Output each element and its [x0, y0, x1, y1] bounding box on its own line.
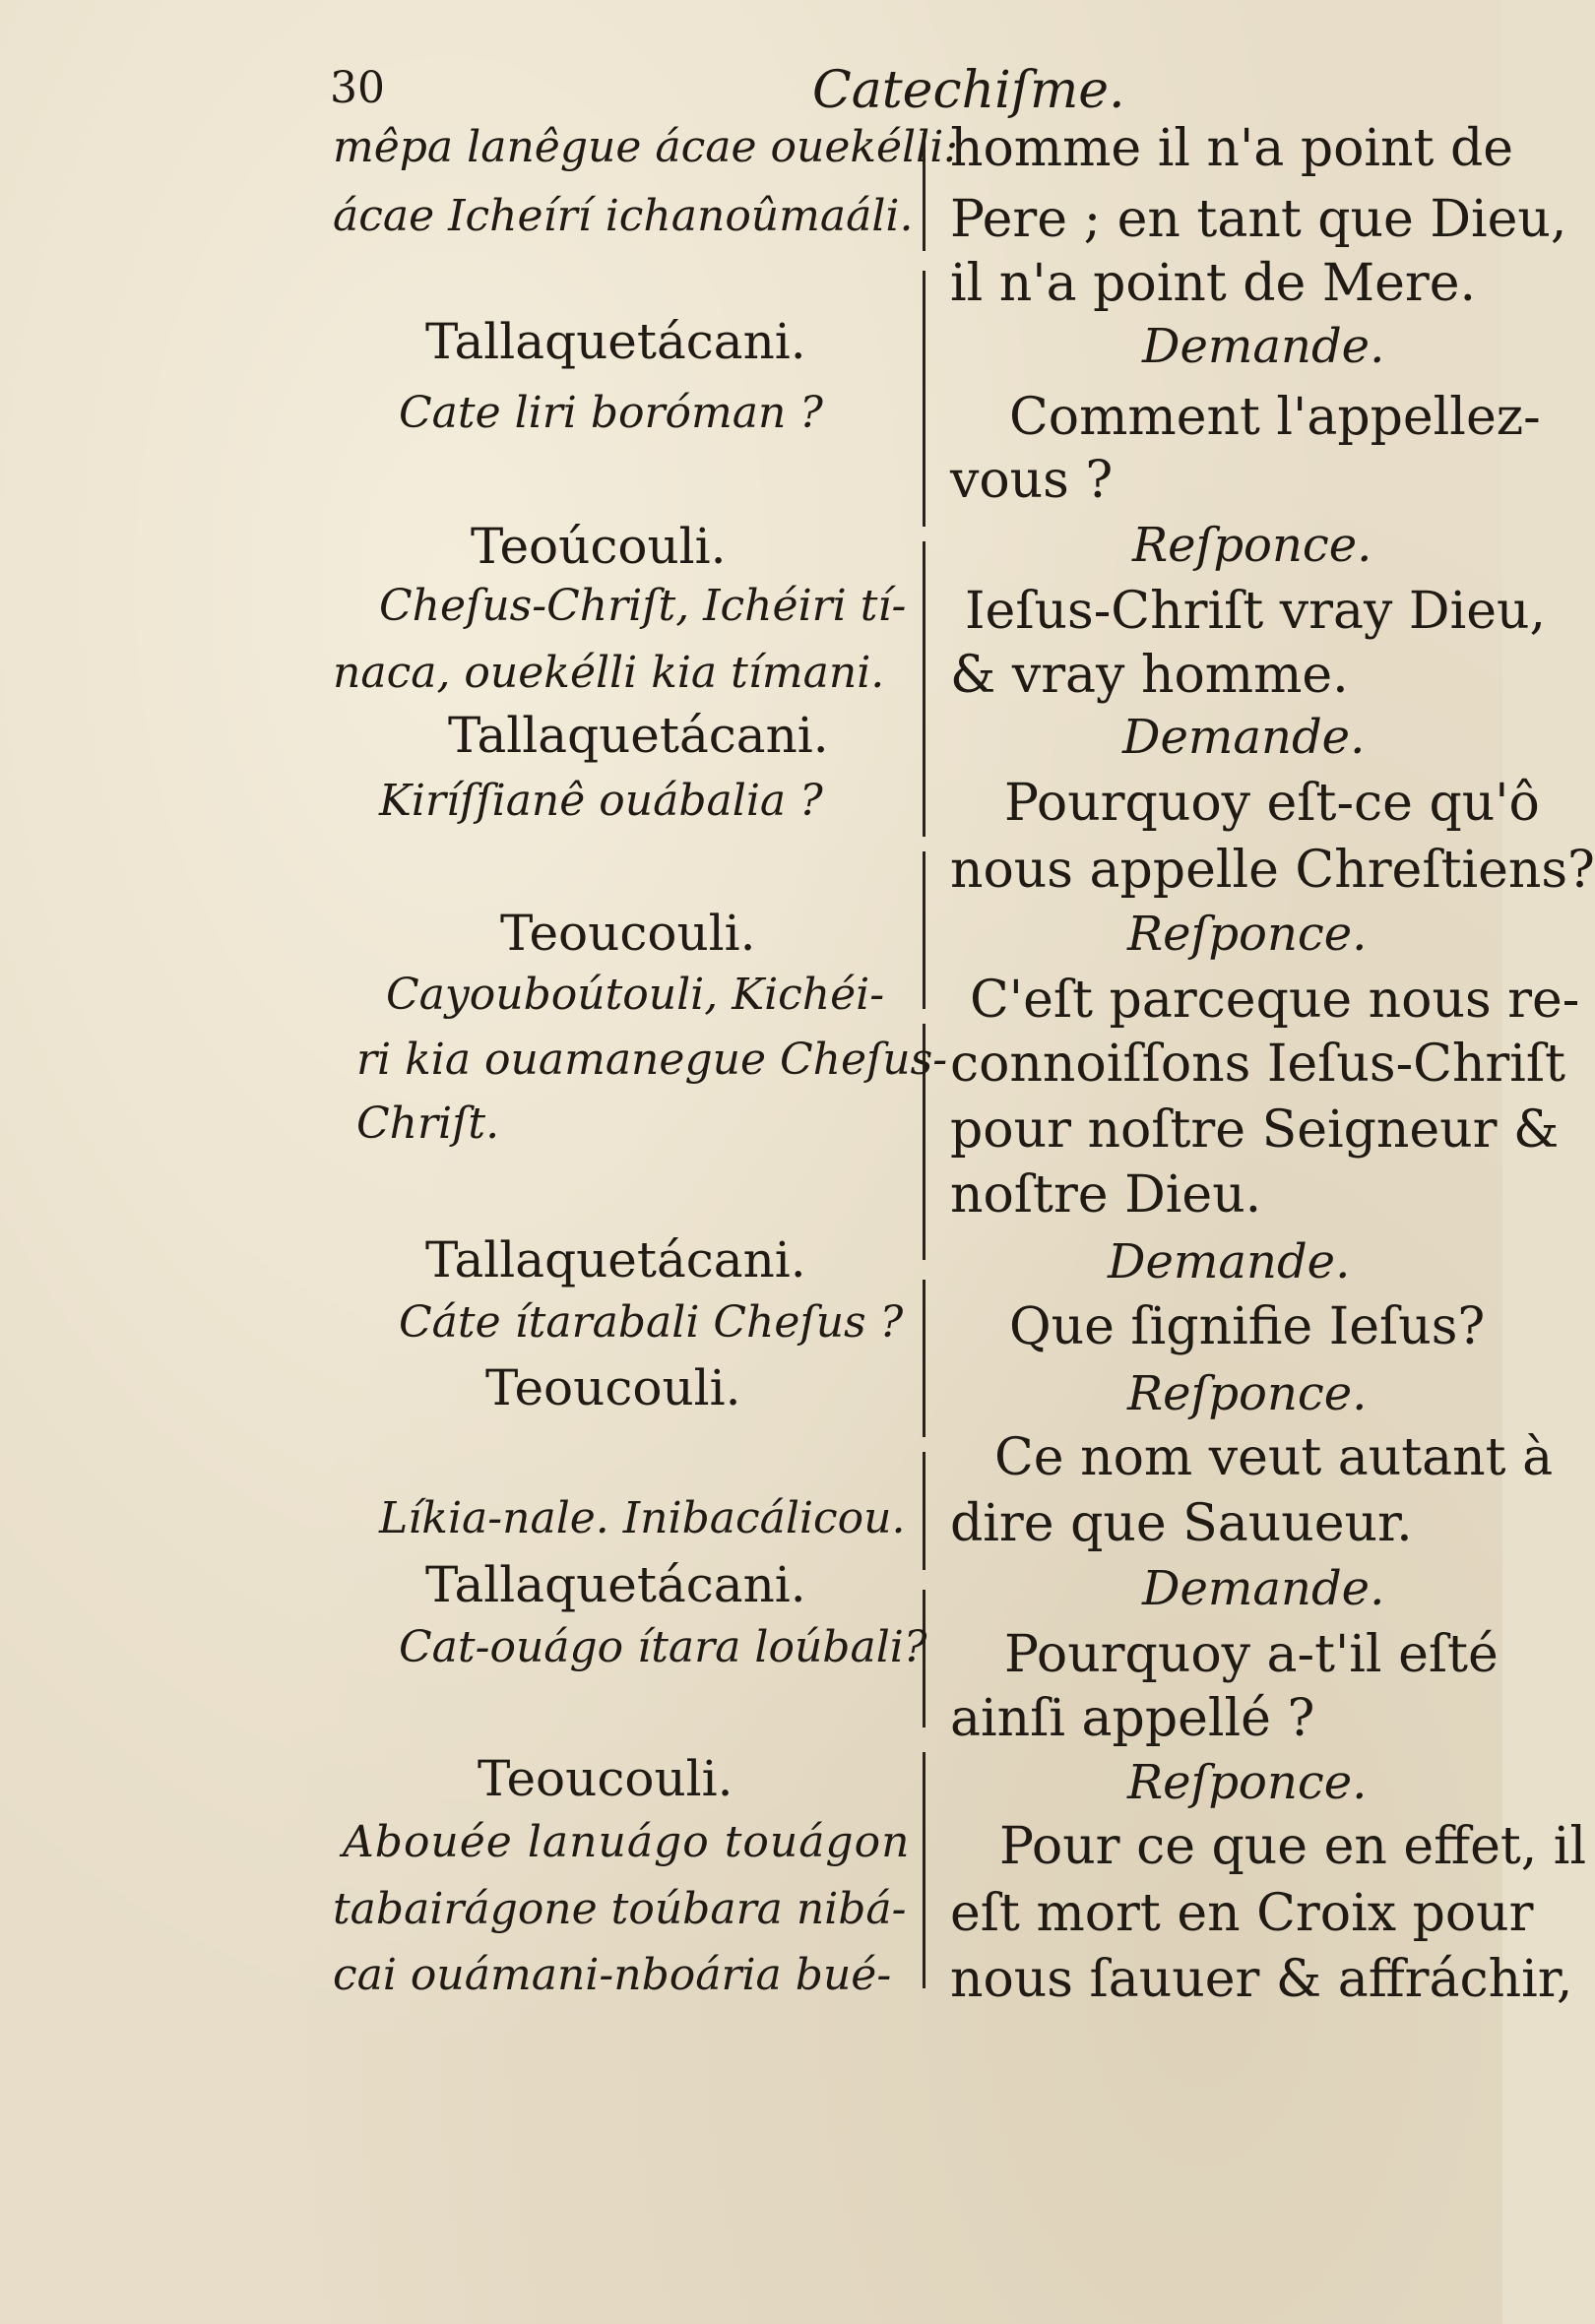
left-question-line: Kiríſſianê ouábalia ?: [379, 776, 823, 826]
column-divider: [923, 541, 925, 837]
column-divider: [923, 1280, 925, 1437]
answer-label-french: Reſponce.: [1127, 907, 1368, 962]
answer-label-carib: Teoucouli.: [485, 1359, 741, 1416]
right-question-line: vous ?: [950, 451, 1114, 510]
right-question-line: Que ſignifie Ieſus?: [1009, 1297, 1486, 1356]
left-answer-line: tabairágone toúbara nibá-: [333, 1884, 907, 1934]
left-intro-line: ácae Icheírí ichanoûmaáli.: [333, 191, 914, 241]
page-number: 30: [330, 63, 385, 113]
question-label-carib: Tallaquetácani.: [425, 1231, 806, 1288]
left-question-line: Cáte ítarabali Cheſus ?: [399, 1297, 904, 1348]
right-answer-line: pour noſtre Seigneur &: [950, 1100, 1560, 1160]
right-answer-line: Ieſus-Chriſt vray Dieu,: [965, 582, 1547, 641]
question-label-carib: Tallaquetácani.: [425, 1556, 806, 1613]
answer-label-carib: Teoucouli.: [500, 905, 756, 962]
right-answer-line: & vray homme.: [950, 646, 1349, 705]
left-intro-line: mêpa lanêgue ácae ouekélli:: [333, 122, 959, 172]
left-answer-line: Líkia-nale. Inibacálicou.: [379, 1493, 906, 1543]
right-answer-line: C'eſt parceque nous re-: [970, 971, 1580, 1030]
right-answer-line: Ce nom veut autant à: [994, 1428, 1554, 1487]
left-answer-line: ri kia ouamanegue Cheſus-: [356, 1035, 948, 1085]
answer-label-carib: Teoúcouli.: [471, 518, 727, 575]
right-answer-line: connoiſſons Ieſus-Chriſt: [950, 1035, 1566, 1094]
answer-label-french: Reſponce.: [1132, 518, 1372, 573]
answer-label-french: Reſponce.: [1127, 1755, 1368, 1810]
right-intro-line: il n'a point de Mere.: [950, 254, 1477, 313]
question-label-french: Demande.: [1122, 710, 1366, 765]
question-label-french: Demande.: [1142, 1561, 1385, 1616]
answer-label-french: Reſponce.: [1127, 1366, 1368, 1421]
left-answer-line: naca, ouekélli kia tímani.: [333, 648, 885, 698]
question-label-french: Demande.: [1108, 1234, 1351, 1289]
column-divider: [923, 1752, 925, 1988]
right-question-line: Comment l'appellez-: [1009, 388, 1541, 447]
right-intro-line: homme il n'a point de: [950, 119, 1514, 178]
right-question-line: ainſi appellé ?: [950, 1689, 1315, 1748]
running-head: Catechiſme.: [812, 61, 1125, 120]
question-label-french: Demande.: [1142, 319, 1385, 374]
right-question-line: Pourquoy a-t'il eſté: [1004, 1625, 1499, 1684]
right-answer-line: dire que Sauueur.: [950, 1494, 1413, 1553]
right-intro-line: Pere ; en tant que Dieu,: [950, 190, 1567, 249]
left-answer-line: Cayouboútouli, Kichéi-: [386, 970, 885, 1020]
left-answer-line: cai ouámani-nboária bué-: [333, 1950, 892, 2000]
column-divider: [923, 271, 925, 527]
right-answer-line: eſt mort en Croix pour: [950, 1884, 1534, 1943]
right-answer-line: Pour ce que en effet, il: [999, 1817, 1587, 1876]
right-answer-line: noſtre Dieu.: [950, 1165, 1262, 1225]
question-label-carib: Tallaquetácani.: [448, 707, 829, 764]
column-divider: [923, 1452, 925, 1570]
column-divider: [923, 851, 925, 1009]
right-question-line: nous appelle Chreſtiens?: [950, 841, 1595, 900]
left-answer-line: Cheſus-Chriſt, Ichéiri tí-: [379, 581, 907, 631]
question-label-carib: Tallaquetácani.: [425, 313, 806, 370]
left-answer-line: Chriſt.: [356, 1099, 500, 1149]
right-answer-line: nous ſauuer & affráchir,: [950, 1950, 1573, 2009]
left-question-line: Cat-ouágo ítara loúbali?: [399, 1622, 927, 1672]
answer-label-carib: Teoucouli.: [478, 1750, 734, 1807]
right-question-line: Pourquoy eſt-ce qu'ô: [1004, 774, 1540, 833]
left-question-line: Cate liri boróman ?: [399, 388, 823, 438]
left-answer-line: Abouée lanuágo touágon: [343, 1817, 911, 1867]
